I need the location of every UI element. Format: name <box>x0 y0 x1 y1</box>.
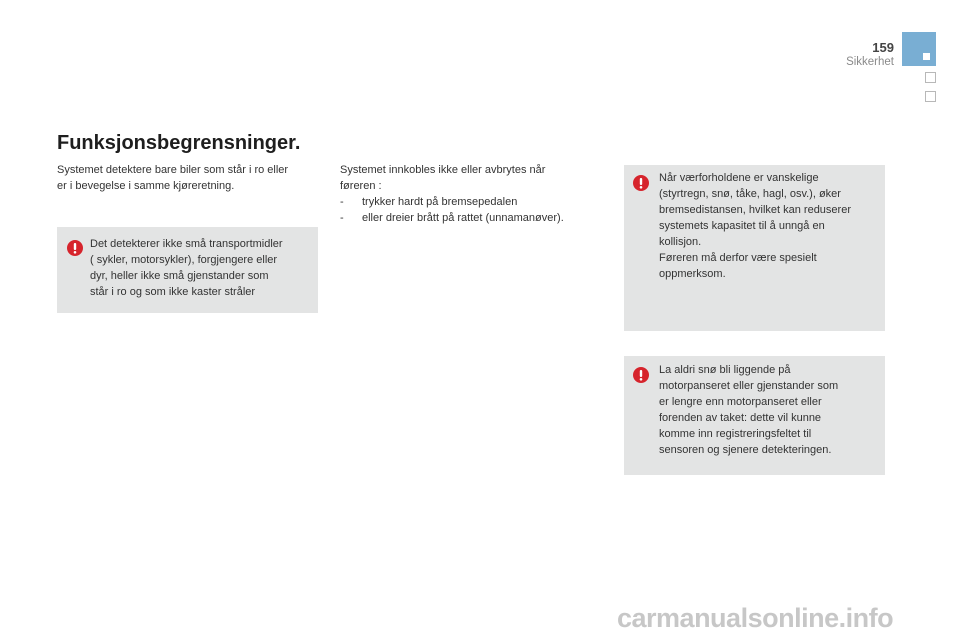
page-number: 159 <box>872 40 894 55</box>
warning-box <box>624 165 885 331</box>
text-line: føreren : <box>340 180 382 192</box>
text-line: La aldri snø bli liggende på <box>659 364 791 376</box>
warning-box <box>624 356 885 475</box>
text-line: (styrtregn, snø, tåke, hagl, osv.), øker <box>659 188 841 200</box>
text-line: dyr, heller ikke små gjenstander som <box>90 270 269 282</box>
text-line: systemets kapasitet til å unngå en <box>659 220 825 232</box>
section-tab-empty[interactable] <box>925 91 936 102</box>
text-line: er i bevegelse i samme kjøreretning. <box>57 180 235 192</box>
text-line: Føreren må derfor være spesielt <box>659 252 817 264</box>
text-line: motorpanseret eller gjenstander som <box>659 380 839 392</box>
warning-text <box>659 170 883 282</box>
text-line: bremsedistansen, hvilket kan reduserer <box>659 204 851 216</box>
text-line: forenden av taket: dette vil kunne <box>659 412 822 424</box>
text-line: Når værforholdene er vanskelige <box>659 172 819 184</box>
warning-icon <box>633 367 649 383</box>
text-line: komme inn registreringsfeltet til <box>659 428 812 440</box>
text-line: Systemet detektere bare biler som står i ro eller <box>57 164 289 176</box>
text-line: sensoren og sjenere detekteringen. <box>659 444 832 456</box>
text-line: oppmerksom. <box>659 268 726 280</box>
active-marker-icon <box>923 53 930 60</box>
warning-box <box>57 227 318 313</box>
text-line: kollisjon. <box>659 236 702 248</box>
watermark: carmanualsonline.info <box>617 603 894 633</box>
page-title: Funksjonsbegrensninger. <box>57 132 301 154</box>
condition-list <box>340 194 610 226</box>
section-name: Sikkerhet <box>846 56 894 68</box>
text-line: er lengre enn motorpanseret eller <box>659 396 822 408</box>
warning-icon <box>633 175 649 191</box>
col2-intro <box>340 162 610 226</box>
text-line: ( sykler, motorsykler), forgjengere eller <box>90 254 278 266</box>
warning-text <box>659 362 883 458</box>
list-item: - eller dreier brått på rattet (unnamanøver). <box>340 210 610 226</box>
col1-intro <box>57 162 327 194</box>
text-line: står i ro og som ikke kaster stråler <box>90 286 256 298</box>
section-tab-active[interactable] <box>902 32 936 66</box>
list-item: - trykker hardt på bremsepedalen <box>340 194 610 210</box>
warning-icon <box>67 240 83 256</box>
text-line: Systemet innkobles ikke eller avbrytes når <box>340 164 546 176</box>
warning-text <box>90 236 316 300</box>
text-line: Det detekterer ikke små transportmidler <box>90 238 283 250</box>
section-tab-empty[interactable] <box>925 72 936 83</box>
